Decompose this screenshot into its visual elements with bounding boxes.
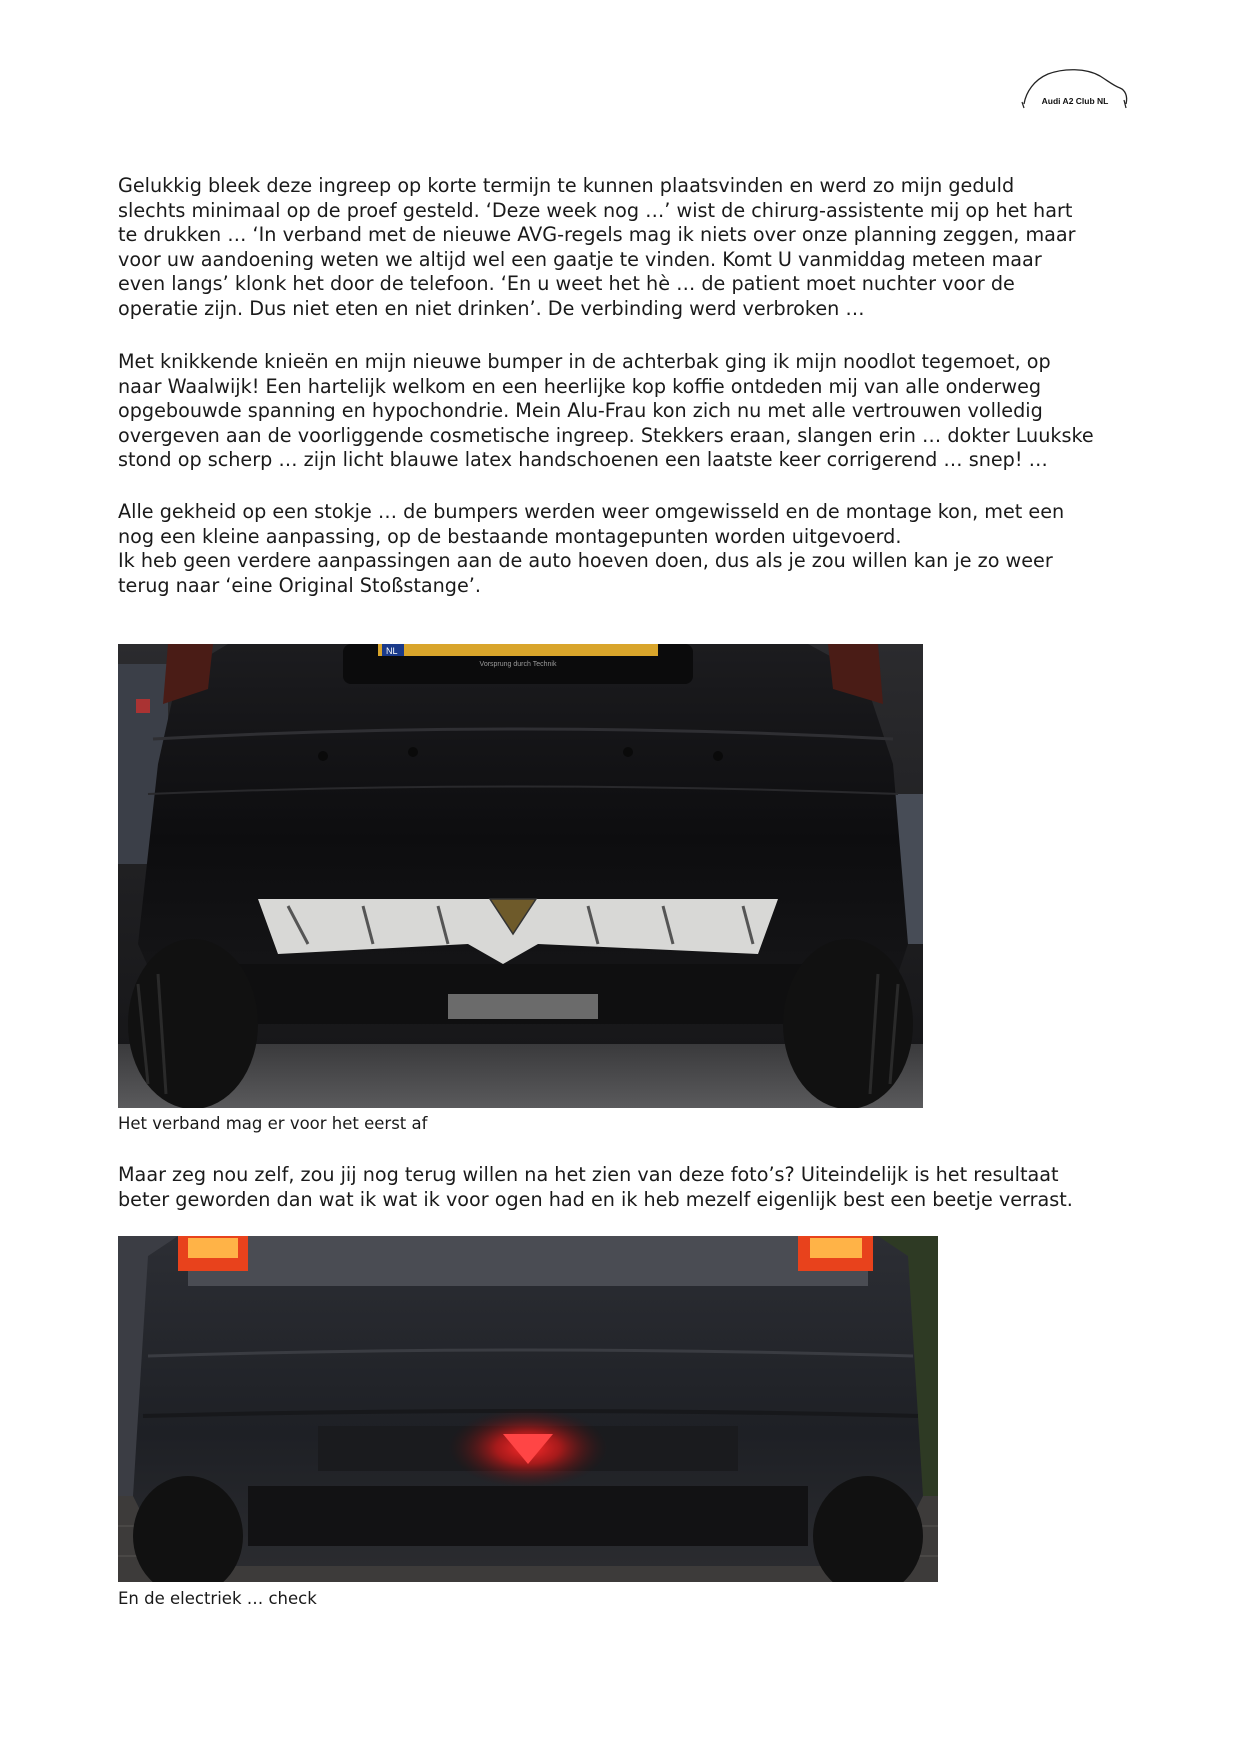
text-line: Ik heb geen verdere aanpassingen aan de auto hoeven doen, dus als je zou willen kan je zo weer — [118, 549, 1053, 573]
text-line: beter geworden dan wat ik wat ik voor ogen had en ik heb mezelf eigenlijk best een beetje verrast. — [118, 1187, 1073, 1211]
text-line: voor uw aandoening weten we altijd wel een gaatje te vinden. Komt U vanmiddag meteen maar — [118, 247, 1042, 271]
paragraph-4 — [118, 1163, 1133, 1212]
photo-rear-red-brake-light — [118, 1236, 938, 1582]
text-line: even langs’ klonk het door de telefoon. ‘En u weet het hè … de patient moet nuchter voor de — [118, 272, 1015, 296]
text-line: Alle gekheid op een stokje … de bumpers werden weer omgewisseld en de montage kon, met een — [118, 500, 1065, 523]
car-outline-icon — [1020, 66, 1130, 122]
photo-caption-1: Het verband mag er voor het eerst af — [118, 1114, 428, 1133]
text-line: Met knikkende knieën en mijn nieuwe bumper in de achterbak ging ik mijn noodlot tegemoet, op — [118, 350, 1051, 373]
text-line: nog een kleine aanpassing, op de bestaande montagepunten worden uitgevoerd. — [118, 524, 902, 548]
text-line: overgeven aan de voorliggende cosmetische ingreep. Stekkers eraan, slangen erin … dokter Luukske — [118, 423, 1094, 447]
logo-text: Audi A2 Club NL — [1041, 96, 1109, 106]
text-line: operatie zijn. Dus niet eten en niet drinken’. De verbinding werd verbroken … — [118, 296, 865, 320]
photo-rear-bumper-garage — [118, 644, 923, 1108]
text-line: terug naar ‘eine Original Stoßstange’. — [118, 573, 481, 597]
club-logo — [1020, 66, 1130, 122]
text-line: opgebouwde spanning en hypochondrie. Mein Alu-Frau kon zich nu met alle vertrouwen volledig — [118, 399, 1043, 423]
text-line: naar Waalwijk! Een hartelijk welkom en een heerlijke kop koffie ontdeden mij van alle onderweg — [118, 374, 1042, 398]
text-line: Maar zeg nou zelf, zou jij nog terug willen na het zien van deze foto’s? Uiteindelijk is het resultaat — [118, 1163, 1059, 1186]
paragraph-2 — [118, 350, 1133, 473]
dealer-text: Vorsprung durch Technik — [479, 661, 557, 668]
paragraph-1 — [118, 174, 1133, 322]
photo-caption-2: En de electriek … check — [118, 1589, 317, 1608]
plate-country-code: NL — [386, 646, 398, 656]
text-line: stond op scherp … zijn licht blauwe latex handschoenen een laatste keer corrigerend … snep! … — [118, 448, 1048, 472]
text-line: Gelukkig bleek deze ingreep op korte termijn te kunnen plaatsvinden en werd zo mijn geduld — [118, 174, 1015, 197]
text-line: te drukken … ‘In verband met de nieuwe AVG-regels mag ik niets over onze planning zeggen, maar — [118, 223, 1076, 247]
text-line: slechts minimaal op de proef gesteld. ‘Deze week nog …’ wist de chirurg-assistente mij op het hart — [118, 198, 1073, 222]
paragraph-3 — [118, 500, 1133, 598]
